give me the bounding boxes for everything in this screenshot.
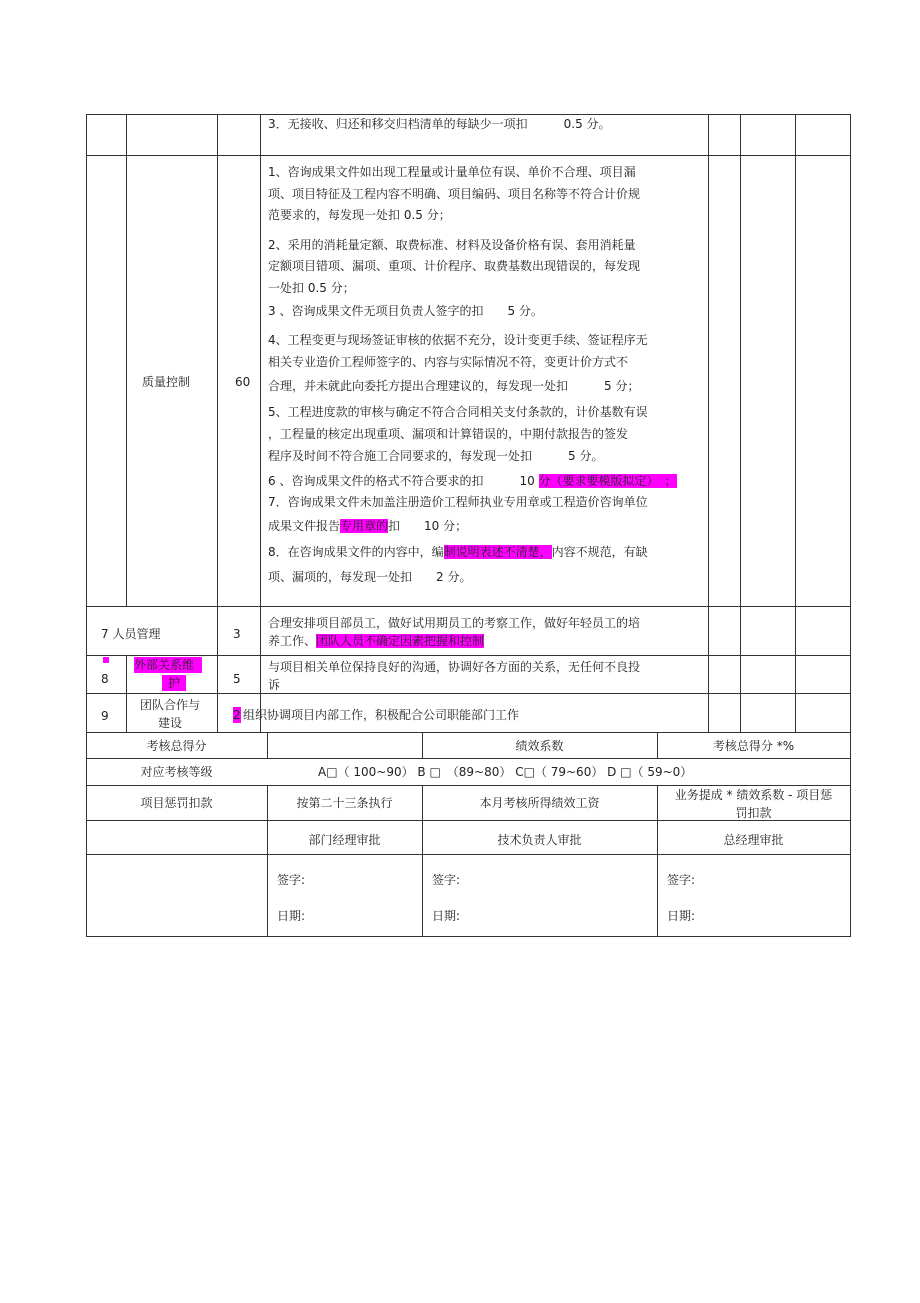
quality-rule-line: 1、咨询成果文件如出现工程量或计量单位有误、单价不合理、项目漏	[268, 165, 636, 179]
quality-rule-line: 合理，并未就此向委托方提出合理建议的，每发现一处扣 5 分；	[268, 379, 640, 393]
row-divider	[86, 155, 851, 156]
col-divider	[708, 114, 709, 732]
col-divider	[217, 114, 218, 732]
row-divider	[86, 606, 851, 607]
quality-rule-line: 5、工程进度款的审核与确定不符合合同相关支付条款的，计价基数有误	[268, 405, 648, 419]
row8-score: 5	[233, 672, 241, 686]
quality-rule-7-text: 成果文件报告	[268, 519, 341, 533]
table-top-border	[86, 114, 851, 115]
row-divider	[86, 655, 851, 656]
quality-rule-line: 2、采用的消耗量定额、取费标准、材料及设备价格有误、套用消耗量	[268, 238, 636, 252]
quality-rule-7-tail: 扣 10 分；	[388, 519, 468, 533]
quality-rule-8-highlight: 制说明表述不清楚，	[443, 545, 552, 559]
formula-text: 业务提成 * 绩效系数 - 项目惩	[674, 788, 833, 802]
quality-rule-6-text: 6 、咨询成果文件的格式不符合要求的扣 10	[268, 474, 539, 488]
row7-text-cont	[268, 633, 484, 649]
table-left-border	[86, 114, 87, 937]
formula-text-cont: 罚扣款	[735, 806, 772, 820]
quality-top-line: 3．无接收、归还和移交归档清单的每缺少一项扣 0.5 分。	[268, 117, 611, 131]
row-divider	[86, 732, 851, 733]
quality-rule-line: 定额项目错项、漏项、重项、计价程序、取费基数出现错误的，每发现	[268, 259, 641, 273]
col-divider	[795, 114, 796, 732]
row9-label: 团队合作与	[140, 698, 201, 712]
quality-rule-8-tail: 内容不规范，有缺	[551, 545, 648, 559]
row8-text: 与项目相关单位保持良好的沟通，协调好各方面的关系，无任何不良投	[268, 660, 641, 674]
quality-score: 60	[235, 375, 251, 389]
tech-sign-label: 签字:	[432, 873, 461, 887]
quality-rule-7: 7．咨询成果文件未加盖注册造价工程师执业专用章或工程造价咨询单位	[268, 495, 648, 509]
total-pct-label: 考核总得分 *%	[712, 739, 795, 753]
gm-date-label: 日期:	[667, 909, 696, 923]
quality-rule-line: 程序及时间不符合施工合同要求的，每发现一处扣 5 分。	[268, 449, 604, 463]
row9-label-cont: 建设	[158, 716, 183, 730]
dept-sign-label: 签字:	[277, 873, 306, 887]
row9-text: 组织协调项目内部工作，积极配合公司职能部门工作	[243, 708, 520, 722]
col-divider	[260, 114, 261, 732]
perf-coef-label: 绩效系数	[515, 739, 564, 753]
grade-options: A□（ 100~90） B □ （89~80） C□（ 79~60） D □（ 59~0）	[318, 765, 693, 779]
quality-rule-line: 项、项目特征及工程内容不明确、项目编码、项目名称等不符合计价规	[268, 187, 641, 201]
table-right-border	[850, 114, 851, 937]
row8-label-cont: 护	[162, 675, 186, 691]
col-divider	[740, 114, 741, 732]
quality-rule-7-cont	[268, 518, 467, 534]
row8-marker	[103, 657, 109, 663]
row-divider	[86, 785, 851, 786]
grade-label: 对应考核等级	[140, 765, 213, 779]
row7-text: 合理安排项目部员工，做好试用期员工的考察工作，做好年轻员工的培	[268, 616, 641, 630]
table-bottom-border	[86, 936, 851, 937]
quality-rule-line: 范要求的，每发现一处扣 0.5 分；	[268, 208, 451, 222]
quality-rule-6	[268, 473, 677, 489]
row7-label: 7 人员管理	[101, 627, 161, 641]
dept-date-label: 日期:	[277, 909, 306, 923]
row-divider	[86, 693, 851, 694]
quality-rule-7-highlight: 专用章的	[340, 519, 389, 533]
quality-category-label: 质量控制	[142, 375, 191, 389]
quality-rule-6-highlight: 分（要求要模版拟定） ；	[538, 474, 677, 488]
col-divider	[126, 655, 127, 732]
col-divider	[267, 732, 268, 759]
quality-rule-line: 4、工程变更与现场签证审核的依据不充分，设计变更手续、签证程序无	[268, 333, 648, 347]
quality-rule-line: ，工程量的核定出现重项、漏项和计算错误的，中期付款报告的签发	[268, 427, 629, 441]
row-divider	[86, 854, 851, 855]
gm-approval: 总经理审批	[723, 833, 784, 847]
dept-manager-approval: 部门经理审批	[308, 833, 381, 847]
row7-highlight: 团队人员不确定因素把握和控制	[316, 634, 485, 648]
row9-score-mark: 2	[233, 708, 241, 722]
quality-rule-line: 3 、咨询成果文件无项目负责人签字的扣 5 分。	[268, 304, 543, 318]
col-divider	[126, 114, 127, 606]
quality-rule-8-text: 8．在咨询成果文件的内容中，编	[268, 545, 444, 559]
quality-rule-8-cont: 项、漏项的，每发现一处扣 2 分。	[268, 570, 472, 584]
penalty-label: 项目惩罚扣款	[140, 796, 213, 810]
monthly-perf-salary: 本月考核所得绩效工资	[479, 796, 600, 810]
tech-date-label: 日期:	[432, 909, 461, 923]
row7-score: 3	[233, 627, 241, 641]
penalty-rule: 按第二十三条执行	[296, 796, 393, 810]
row8-num: 8	[101, 672, 109, 686]
row8-text-cont: 诉	[268, 678, 281, 692]
row8-label: 外部关系维	[134, 657, 202, 673]
row7-text-b: 养工作、	[268, 634, 317, 648]
total-score-label: 考核总得分	[146, 739, 207, 753]
quality-rule-line: 相关专业造价工程师签字的、内容与实际情况不符，变更计价方式不	[268, 355, 629, 369]
quality-rule-line: 一处扣 0.5 分；	[268, 281, 355, 295]
row9-num: 9	[101, 709, 109, 723]
quality-rule-8	[268, 544, 648, 560]
gm-sign-label: 签字:	[667, 873, 696, 887]
tech-lead-approval: 技术负责人审批	[497, 833, 582, 847]
row-divider	[86, 758, 851, 759]
